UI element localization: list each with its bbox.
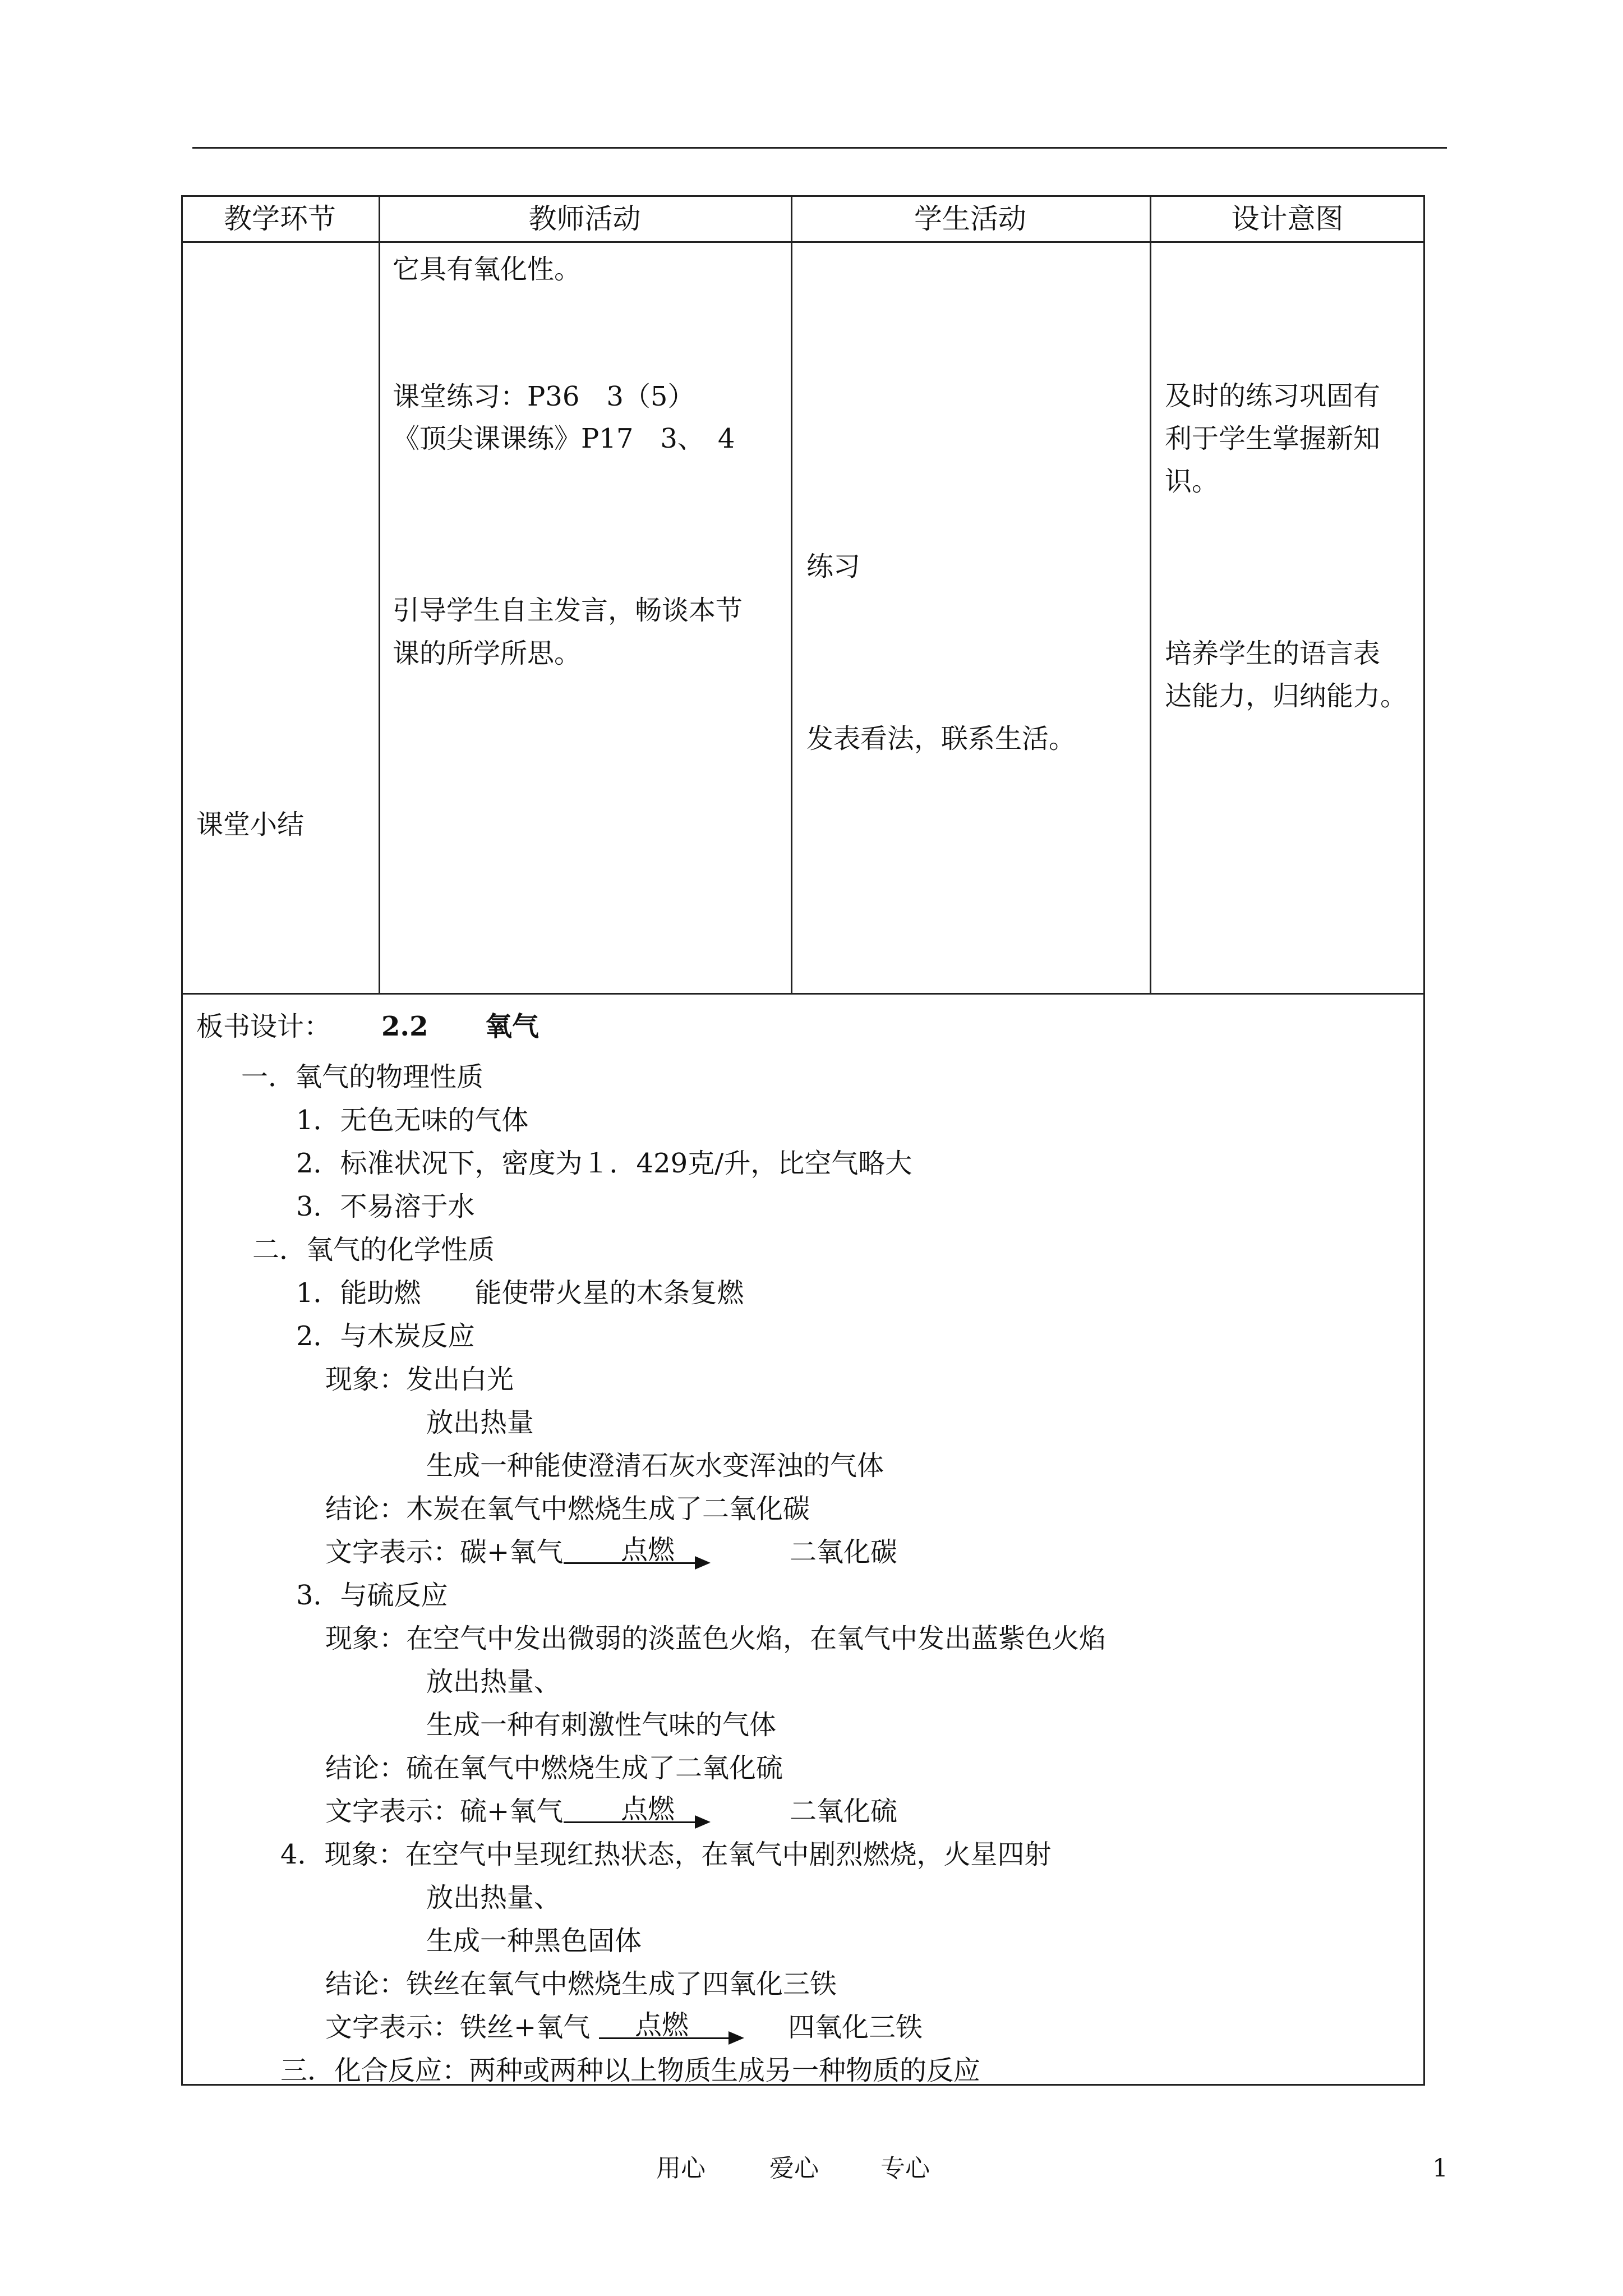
board-line: 放出热量 [426,1407,534,1438]
column-divider [791,195,792,995]
reaction-product: 二氧化硫 [790,1796,898,1827]
board-line: 3．不易溶于水 [296,1191,475,1222]
board-line: 放出热量、 [426,1882,561,1913]
board-line: 文字表示：碳+氧气 [325,1536,564,1568]
board-line: 2．与木炭反应 [296,1320,475,1352]
reaction-condition: 点燃 [620,1793,675,1825]
board-line: 放出热量、 [426,1666,561,1697]
intent-a1: 及时的练习巩固有 [1165,380,1381,412]
reaction-product: 四氧化三铁 [788,2012,923,2043]
board-line: 一．氧气的物理性质 [241,1061,484,1093]
intent-a3: 识。 [1165,466,1219,497]
header-rule [192,147,1447,149]
teacher-practice-1: 课堂练习：P36 3（5） [393,381,695,412]
reaction-arrow [599,2037,742,2039]
teacher-guide-1: 引导学生自主发言，畅谈本节 [393,595,743,626]
intent-b1: 培养学生的语言表 [1165,638,1381,669]
page-number: 1 [1432,2154,1448,2183]
board-line: 1．无色无味的气体 [296,1105,529,1136]
board-section-number: 2.2 [381,1011,428,1042]
reaction-product: 二氧化碳 [790,1536,898,1568]
column-divider [1150,195,1151,995]
board-line: 2．标准状况下，密度为１．429克/升，比空气略大 [296,1148,912,1179]
board-line: 生成一种有刺激性气味的气体 [426,1709,777,1741]
footer-motto-1: 用心 [656,2154,706,2183]
student-discuss: 发表看法，联系生活。 [806,723,1076,754]
board-section-divider [181,993,1425,995]
header-teacher-activity: 教师活动 [528,203,641,235]
board-topic: 氧气 [485,1011,540,1042]
board-line: 文字表示：铁丝+氧气 [325,2012,591,2043]
board-line: 二．氧气的化学性质 [252,1234,495,1266]
board-line: 结论：铁丝在氧气中燃烧生成了四氧化三铁 [325,1968,837,2000]
teacher-guide-2: 课的所学所思。 [393,638,582,669]
intent-a2: 利于学生掌握新知 [1165,423,1381,454]
reaction-arrow [564,1821,708,1823]
reaction-condition: 点燃 [620,1534,675,1566]
board-line: 结论：木炭在氧气中燃烧生成了二氧化碳 [325,1493,810,1525]
footer-motto-3: 专心 [880,2154,930,2183]
teacher-line: 它具有氧化性。 [393,254,582,285]
reaction-condition: 点燃 [634,2009,689,2041]
board-line: 现象：发出白光 [325,1364,514,1395]
board-line: 三．化合反应：两种或两种以上物质生成另一种物质的反应 [280,2055,981,2086]
teacher-practice-2: 《顶尖课课练》P17 3、 4 [393,423,735,454]
board-line: 现象：在空气中发出微弱的淡蓝色火焰，在氧气中发出蓝紫色火焰 [325,1623,1106,1654]
stage-label: 课堂小结 [196,809,305,840]
board-line: 4．现象：在空气中呈现红热状态，在氧气中剧烈燃烧，火星四射 [280,1839,1052,1870]
board-line: 1．能助燃 能使带火星的木条复燃 [296,1277,744,1309]
board-line: 文字表示：硫+氧气 [325,1796,564,1827]
board-label: 板书设计： [196,1011,331,1042]
intent-b2: 达能力，归纳能力。 [1165,680,1408,712]
header-stage: 教学环节 [224,203,336,235]
board-line: 3．与硫反应 [296,1580,448,1611]
board-line: 生成一种黑色固体 [426,1925,642,1957]
board-line: 结论：硫在氧气中燃烧生成了二氧化硫 [325,1752,783,1784]
header-row-divider [181,241,1425,243]
student-practice: 练习 [806,551,861,582]
header-student-activity: 学生活动 [914,203,1026,235]
reaction-arrow [564,1562,708,1564]
footer-motto-2: 爱心 [769,2154,819,2183]
column-divider [379,195,380,995]
board-line: 生成一种能使澄清石灰水变浑浊的气体 [426,1450,884,1481]
header-design-intent: 设计意图 [1231,203,1344,235]
